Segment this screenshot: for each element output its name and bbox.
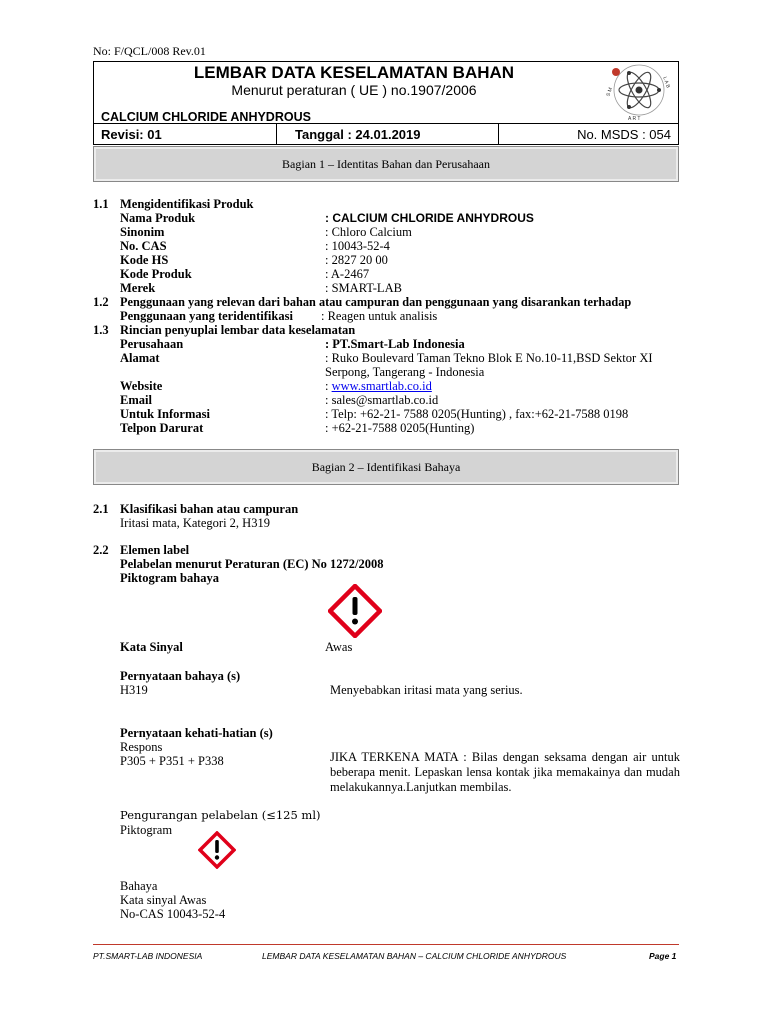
brand-value: : SMART-LAB — [325, 281, 402, 295]
address-value-line-2: Serpong, Tangerang - Indonesia — [325, 365, 485, 379]
info-label: Untuk Informasi — [120, 407, 210, 421]
revision-cell: Revisi: 01 — [94, 124, 277, 144]
product-name-value: : CALCIUM CHLORIDE ANHYDROUS — [325, 211, 534, 225]
section-1-1-title: Mengidentifikasi Produk — [120, 197, 254, 211]
revision-row — [93, 123, 679, 145]
pictogram-label: Piktogram bahaya — [120, 571, 219, 585]
brand-label: Merek — [120, 281, 156, 295]
product-name-label: Nama Produk — [120, 211, 196, 225]
section-2-1-title: Klasifikasi bahan atau campuran — [120, 502, 299, 516]
reduced-labelling-label: Pengurangan pelabelan (≤125 ml) — [120, 808, 321, 822]
signal-word-line: Kata sinyal Awas — [120, 893, 207, 907]
section-1-2-number: 1.2 — [93, 295, 109, 309]
emergency-phone-value: : +62-21-7588 0205(Hunting) — [325, 421, 475, 435]
address-value-line-1: : Ruko Boulevard Taman Tekno Blok E No.10-11,BSD Sektor XI — [325, 351, 653, 365]
document-title: LEMBAR DATA KESELAMATAN BAHAN — [193, 63, 515, 82]
document-number: No: F/QCL/008 Rev.01 — [93, 44, 206, 58]
section-1-3-title: Rincian penyuplai lembar data keselamatan — [120, 323, 356, 337]
synonym-value: : Chloro Calcium — [325, 225, 412, 239]
cas-label: No. CAS — [120, 239, 167, 253]
section-2-bar: Bagian 2 – Identifikasi Bahaya — [93, 449, 679, 485]
hazard-text: Menyebabkan iritasi mata yang serius. — [330, 683, 523, 697]
identified-use-value: : Reagen untuk analisis — [321, 309, 438, 323]
section-1-1-number: 1.1 — [93, 197, 109, 211]
company-value: : PT.Smart-Lab Indonesia — [325, 337, 465, 351]
section-2-2-title: Elemen label — [120, 543, 190, 557]
svg-text:L A B: L A B — [661, 76, 671, 89]
document-subtitle: Menurut peraturan ( UE ) no.1907/2006 — [231, 82, 477, 98]
pictogram-small-label: Piktogram — [120, 823, 173, 837]
section-1-3-number: 1.3 — [93, 323, 109, 337]
precaution-label: Pernyataan kehati-hatian (s) — [120, 726, 273, 740]
footer-page-number: Page 1 — [649, 951, 677, 961]
section-1-2-title: Penggunaan yang relevan dari bahan atau campuran dan penggunaan yang disarankan terhadap — [120, 295, 632, 309]
product-title: CALCIUM CHLORIDE ANHYDROUS — [101, 110, 311, 124]
hs-code-label: Kode HS — [120, 253, 169, 267]
hazard-statement-label: Pernyataan bahaya (s) — [120, 669, 241, 683]
signal-word-label: Kata Sinyal — [120, 640, 183, 654]
product-code-value: : A-2467 — [325, 267, 370, 281]
svg-text:A R T: A R T — [628, 116, 641, 122]
address-label: Alamat — [120, 351, 160, 365]
footer-document: LEMBAR DATA KESELAMATAN BAHAN – CALCIUM CHLORIDE ANHYDROUS — [262, 951, 567, 961]
exclamation-hazard-pictogram-icon — [328, 584, 382, 638]
website-value — [325, 379, 432, 393]
section-2-1-number: 2.1 — [93, 502, 109, 516]
classification-text: Iritasi mata, Kategori 2, H319 — [120, 516, 270, 530]
precaution-text: JIKA TERKENA MATA : Bilas dengan seksama dengan air untuk beberapa menit. Lepaskan lensa kontak jika memakainya dan mudah melakukannya.Lanjutkan membilas. — [330, 750, 680, 794]
document-header — [93, 61, 679, 124]
precaution-code: P305 + P351 + P338 — [120, 754, 224, 768]
website-label: Website — [120, 379, 163, 393]
response-label: Respons — [120, 740, 163, 754]
date-cell: Tanggal : 24.01.2019 — [277, 124, 499, 144]
regulation-label: Pelabelan menurut Peraturan (EC) No 1272/2008 — [120, 557, 384, 571]
website-prefix: : — [325, 379, 332, 393]
email-value: : sales@smartlab.co.id — [325, 393, 439, 407]
hazard-code: H319 — [120, 683, 148, 697]
msds-number-cell: No. MSDS : 054 — [577, 126, 671, 142]
website-link[interactable]: www.smartlab.co.id — [331, 379, 432, 393]
company-label: Perusahaan — [120, 337, 184, 351]
smart-lab-logo — [600, 62, 678, 122]
cas-value: : 10043-52-4 — [325, 239, 390, 253]
hazard-word: Bahaya — [120, 879, 158, 893]
cas-line: No-CAS 10043-52-4 — [120, 907, 226, 921]
info-value: : Telp: +62-21- 7588 0205(Hunting) , fax:+62-21-7588 0198 — [325, 407, 629, 421]
signal-word-value: Awas — [325, 640, 353, 654]
identified-use-label: Penggunaan yang teridentifikasi — [120, 309, 293, 323]
product-code-label: Kode Produk — [120, 267, 192, 281]
section-1-bar: Bagian 1 – Identitas Bahan dan Perusahaan — [93, 146, 679, 182]
hs-code-value: : 2827 20 00 — [325, 253, 388, 267]
footer-company: PT.SMART-LAB INDONESIA — [93, 951, 203, 961]
emergency-phone-label: Telpon Darurat — [120, 421, 204, 435]
svg-text:S M: S M — [605, 86, 615, 98]
email-label: Email — [120, 393, 152, 407]
synonym-label: Sinonim — [120, 225, 165, 239]
section-2-2-number: 2.2 — [93, 543, 109, 557]
exclamation-hazard-small-icon — [198, 831, 236, 869]
footer-divider — [93, 944, 679, 945]
